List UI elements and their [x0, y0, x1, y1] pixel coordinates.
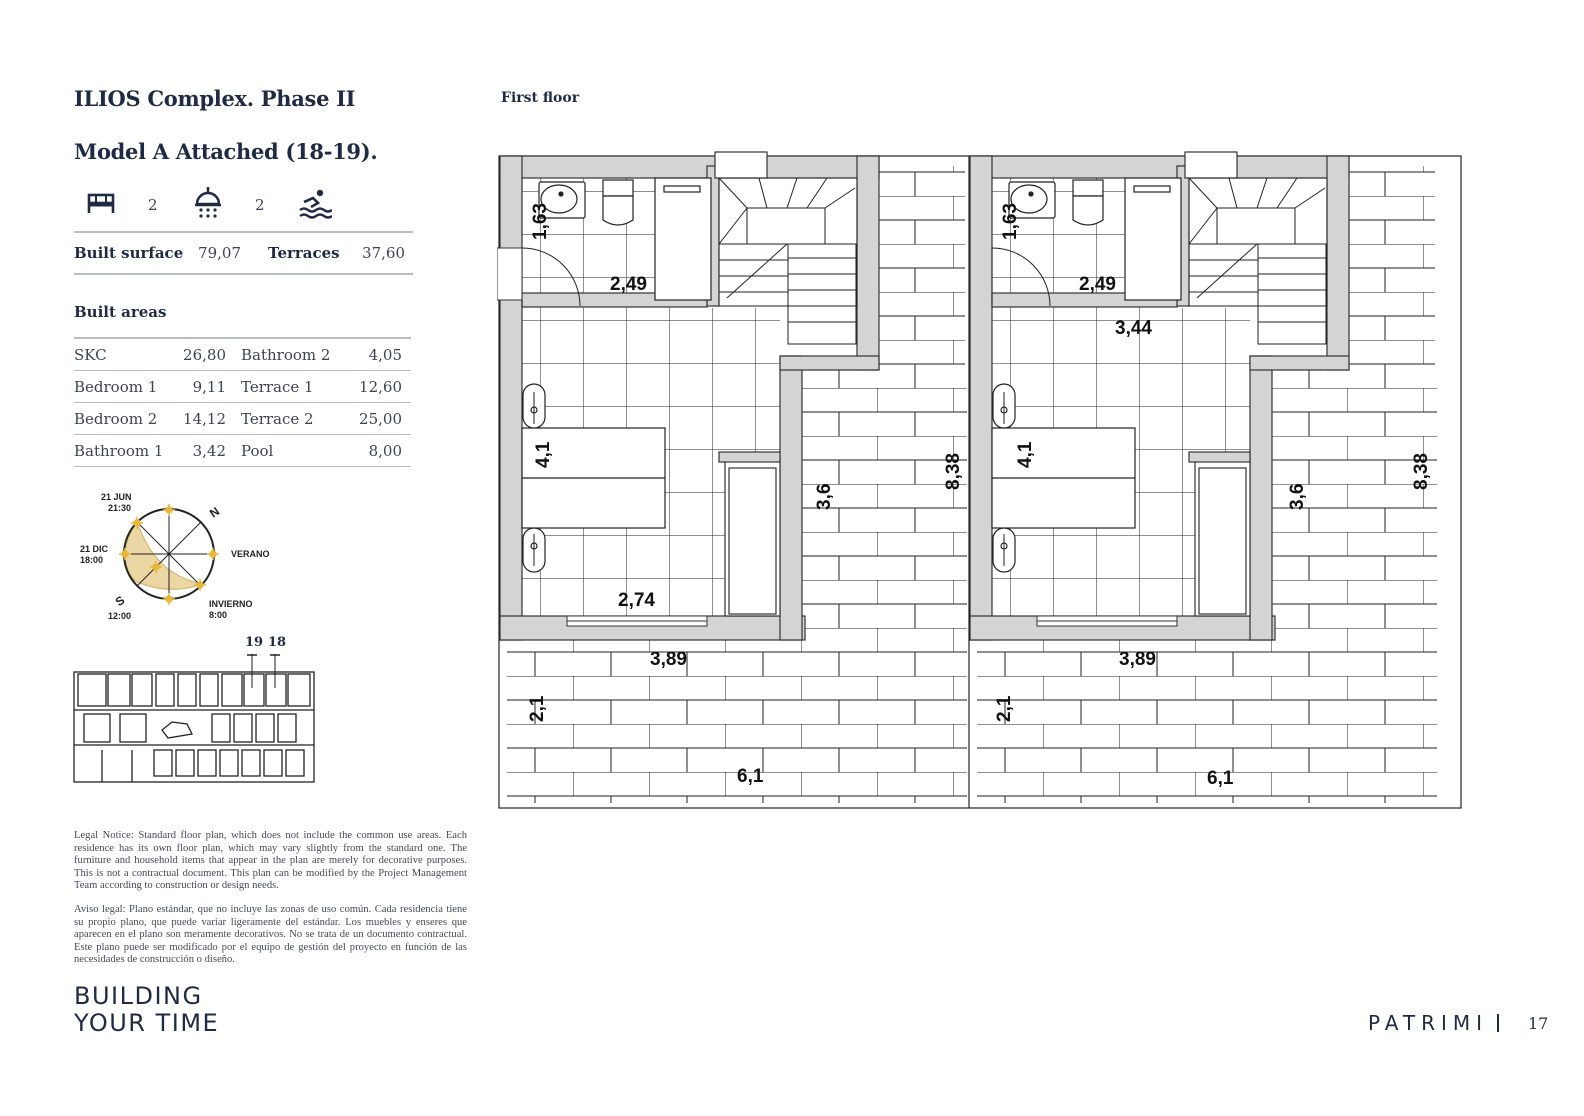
built-surface-value: 79,07 [198, 244, 241, 262]
area-label: Bathroom 1 [74, 442, 164, 460]
area-value: 8,00 [368, 442, 402, 460]
site-unit-18: 18 [268, 635, 287, 650]
area-label: Terrace 2 [241, 410, 314, 428]
legal-notice-en: Legal Notice: Standard floor plan, which does not include the common use areas. Each residence has its own floor plan, which may vary slightly from the standard one. The furniture and household items that appear in the plan are merely for decorative purposes. This is not a contractual document. This plan can be modified by the Project Management Team according to construction or design needs. [74, 830, 467, 891]
dim-3-44-right: 3,44 [1115, 318, 1152, 339]
site-unit-19: 19 [245, 635, 264, 650]
built-surface-label: Built surface [74, 244, 184, 262]
slogan [74, 983, 219, 1037]
area-value: 4,05 [368, 346, 402, 364]
table-row-divider [74, 466, 411, 467]
terraces-label: Terraces [268, 244, 340, 262]
shower-icon [193, 186, 223, 220]
area-value: 25,00 [359, 410, 402, 428]
slogan-line-2: YOUR TIME [74, 1009, 220, 1037]
dim-1-63-left: 1,63 [530, 203, 551, 240]
divider [74, 273, 413, 275]
area-label: Pool [241, 442, 274, 460]
dim-8-38-right: 8,38 [1411, 453, 1432, 490]
area-value: 12,60 [359, 378, 402, 396]
dim-8-38-left: 8,38 [943, 453, 964, 490]
area-label: Bathroom 2 [241, 346, 331, 364]
dim-2-49-right: 2,49 [1079, 274, 1116, 295]
dim-6-1-left: 6,1 [737, 766, 764, 787]
dim-2-1-right: 2,1 [994, 695, 1015, 722]
model-subtitle: Model A Attached (18-19). [74, 139, 378, 164]
dim-2-49-left: 2,49 [610, 274, 647, 295]
built-areas-title: Built areas [74, 303, 167, 321]
floor-plan [497, 148, 1467, 813]
table-row-divider [74, 370, 411, 371]
area-value: 9,11 [192, 378, 226, 396]
sun-path-diagram [74, 488, 284, 628]
brand-logo: PATRIMI [1368, 1011, 1489, 1035]
floor-title: First floor [501, 90, 580, 106]
dim-1-63-right: 1,63 [1000, 203, 1021, 240]
divider [74, 337, 411, 339]
sun-jun-time: 21:30 [108, 503, 132, 513]
divider [74, 231, 413, 233]
table-row-divider [74, 402, 411, 403]
area-label: Terrace 1 [241, 378, 314, 396]
dim-6-1-right: 6,1 [1207, 768, 1234, 789]
area-label: Bedroom 2 [74, 410, 158, 428]
sun-invierno: INVIERNO [209, 599, 253, 609]
legal-notice-es: Aviso legal: Plano estándar, que no incluye las zonas de uso común. Cada residencia tiene su propio plano, que puede variar ligeramente del estándar. Los muebles y enseres que aparecen en el plano son meramente decorativos. No se trata de un documento contractual. Este plano puede ser modificado por el equipo de gestión del proyecto en función de las necesidades de construcción o diseño. [74, 904, 467, 965]
dim-4-1-right: 4,1 [1015, 441, 1036, 468]
site-plan [72, 630, 320, 790]
south-label: S [112, 592, 128, 610]
dim-4-1-left: 4,1 [533, 441, 554, 468]
sun-verano: VERANO [231, 549, 270, 559]
page-number: 17 [1528, 1014, 1549, 1033]
bedrooms-count: 2 [148, 196, 158, 214]
sun-noon-time: 12:00 [108, 611, 132, 621]
sun-jun-date: 21 JUN [101, 492, 132, 502]
bathrooms-count: 2 [255, 196, 265, 214]
area-value: 3,42 [192, 442, 226, 460]
sun-invierno-time: 8:00 [209, 610, 228, 620]
area-value: 26,80 [183, 346, 226, 364]
dim-2-74-left: 2,74 [618, 590, 655, 611]
terraces-value: 37,60 [362, 244, 405, 262]
area-label: Bedroom 1 [74, 378, 158, 396]
page-title: ILIOS Complex. Phase II [74, 86, 356, 111]
slogan-line-1: BUILDING [74, 982, 203, 1010]
bed-icon [86, 190, 118, 216]
swimmer-icon [298, 188, 332, 220]
sun-dic-date: 21 DIC [80, 544, 109, 554]
dim-3-89-right: 3,89 [1119, 649, 1156, 670]
dim-2-1-left: 2,1 [527, 695, 548, 722]
north-label: N [206, 504, 223, 521]
dim-3-6-right: 3,6 [1287, 483, 1308, 510]
dim-3-89-left: 3,89 [650, 649, 687, 670]
area-label: SKC [74, 346, 107, 364]
table-row-divider [74, 434, 411, 435]
area-value: 14,12 [183, 410, 226, 428]
brand-divider [1497, 1014, 1499, 1032]
dim-3-6-left: 3,6 [814, 483, 835, 510]
sun-dic-time: 18:00 [80, 555, 104, 565]
